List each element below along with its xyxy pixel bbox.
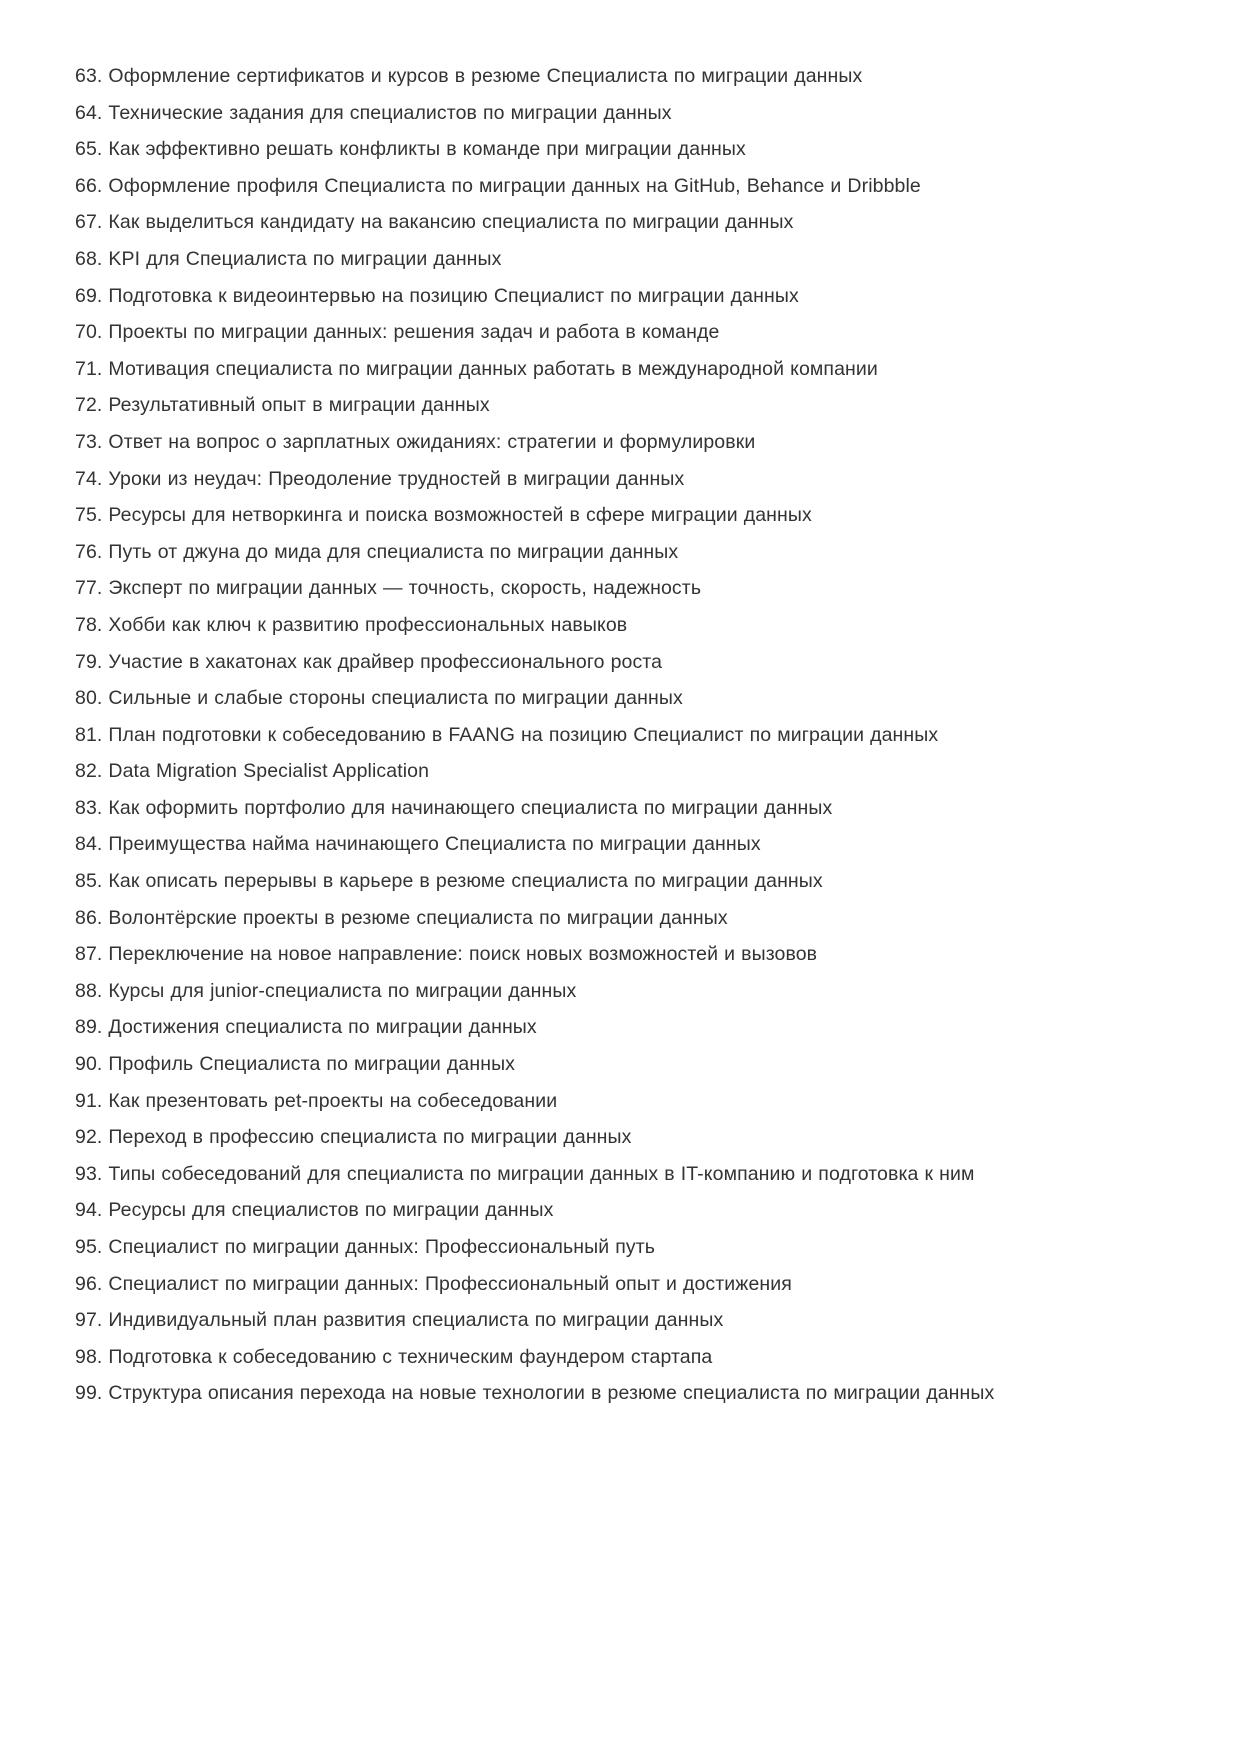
list-item: 90. Профиль Специалиста по миграции данных: [75, 1053, 516, 1076]
list-item: 77. Эксперт по миграции данных — точность, скорость, надежность: [75, 577, 702, 600]
list-item: 73. Ответ на вопрос о зарплатных ожиданиях: стратегии и формулировки: [75, 430, 756, 453]
list-item: 67. Как выделиться кандидату на вакансию специалиста по миграции данных: [75, 211, 794, 234]
list-item: 84. Преимущества найма начинающего Специалиста по миграции данных: [75, 833, 761, 856]
list-item: 74. Уроки из неудач: Преодоление трудностей в миграции данных: [75, 467, 685, 490]
list-item: 80. Сильные и слабые стороны специалиста по миграции данных: [75, 687, 683, 710]
list-item: 94. Ресурсы для специалистов по миграции данных: [75, 1199, 554, 1222]
list-item: 83. Как оформить портфолио для начинающего специалиста по миграции данных: [75, 796, 833, 819]
list-item: 70. Проекты по миграции данных: решения задач и работа в команде: [75, 321, 720, 344]
list-item: 69. Подготовка к видеоинтервью на позицию Специалист по миграции данных: [75, 284, 799, 307]
list-item: 89. Достижения специалиста по миграции данных: [75, 1016, 537, 1039]
numbered-list: [75, 58, 1165, 1412]
list-item: 64. Технические задания для специалистов по миграции данных: [75, 101, 672, 124]
list-item: 85. Как описать перерывы в карьере в резюме специалиста по миграции данных: [75, 870, 823, 893]
list-item: 81. План подготовки к собеседованию в FAANG на позицию Специалист по миграции данных: [75, 723, 939, 746]
list-item: 98. Подготовка к собеседованию с техническим фаундером стартапа: [75, 1345, 713, 1368]
list-item: 76. Путь от джуна до мида для специалиста по миграции данных: [75, 540, 679, 563]
list-item: 93. Типы собеседований для специалиста по миграции данных в IT-компанию и подготовка к ним: [75, 1162, 975, 1185]
list-item: 79. Участие в хакатонах как драйвер профессионального роста: [75, 650, 663, 673]
list-item: 97. Индивидуальный план развития специалиста по миграции данных: [75, 1309, 724, 1332]
list-item: 75. Ресурсы для нетворкинга и поиска возможностей в сфере миграции данных: [75, 504, 812, 527]
list-item: 95. Специалист по миграции данных: Профессиональный путь: [75, 1236, 656, 1258]
list-item: 68. KPI для Специалиста по миграции данных: [75, 247, 502, 270]
list-item: 86. Волонтёрские проекты в резюме специалиста по миграции данных: [75, 906, 728, 929]
list-item: 78. Хобби как ключ к развитию профессиональных навыков: [75, 613, 628, 636]
list-item: 82. Data Migration Specialist Application: [75, 760, 430, 783]
list-item: 88. Курсы для junior-специалиста по миграции данных: [75, 979, 577, 1002]
list-item: 91. Как презентовать pet-проекты на собеседовании: [75, 1089, 558, 1112]
list-item: 72. Результативный опыт в миграции данных: [75, 394, 490, 417]
list-item: 65. Как эффективно решать конфликты в команде при миграции данных: [75, 138, 746, 161]
list-item: 87. Переключение на новое направление: поиск новых возможностей и вызовов: [75, 943, 818, 966]
list-item: 92. Переход в профессию специалиста по миграции данных: [75, 1126, 632, 1149]
list-item: 96. Специалист по миграции данных: Профессиональный опыт и достижения: [75, 1272, 792, 1295]
list-item: 71. Мотивация специалиста по миграции данных работать в международной компании: [75, 357, 878, 380]
list-item: 66. Оформление профиля Специалиста по миграции данных на GitHub, Behance и Dribbble: [75, 174, 921, 197]
list-item: 99. Структура описания перехода на новые технологии в резюме специалиста по миграции данных: [75, 1382, 995, 1405]
list-item: 63. Оформление сертификатов и курсов в резюме Специалиста по миграции данных: [75, 65, 863, 87]
